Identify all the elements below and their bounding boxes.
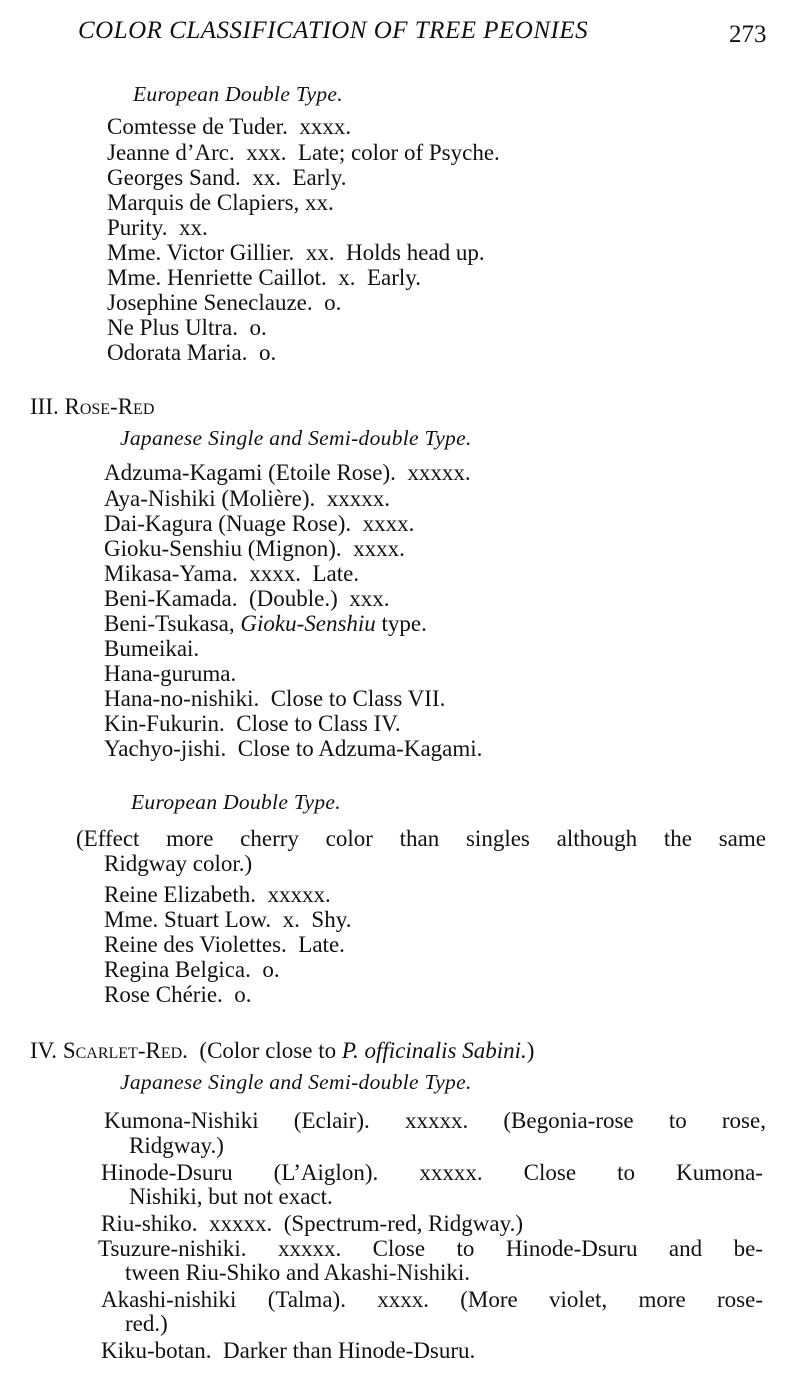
list-item: Beni-Kamada. (Double.) xxx. — [104, 586, 390, 611]
japanese-single-subhead: Japanese Single and Semi-double Type. — [120, 426, 472, 450]
japanese-single-subhead-2: Japanese Single and Semi-double Type. — [120, 1070, 472, 1094]
european-note-line-2: Ridgway color.) — [104, 851, 253, 876]
section-note-italic: P. officinalis Sabini. — [341, 1038, 527, 1063]
european-double-subhead: European Double Type. — [133, 82, 343, 106]
list-item: Josephine Seneclauze. o. — [107, 290, 342, 315]
list-item: Regina Belgica. o. — [104, 957, 280, 982]
list-item: Adzuma-Kagami (Etoile Rose). xxxxx. — [104, 460, 471, 485]
list-item: Hinode-Dsuru (L’Aiglon). xxxxx. Close to Kumona- — [101, 1160, 763, 1185]
section-iv-heading: IV. Scarlet-Red. (Color close to P. officinalis Sabini.) — [30, 1038, 535, 1063]
list-item: Reine Elizabeth. xxxxx. — [104, 882, 331, 907]
list-item: Mme. Stuart Low. x. Shy. — [104, 907, 352, 932]
list-item: Mme. Victor Gillier. xx. Holds head up. — [107, 240, 485, 265]
list-item: Reine des Violettes. Late. — [104, 932, 345, 957]
list-item: Georges Sand. xx. Early. — [107, 165, 347, 190]
section-title: Rose-Red — [64, 394, 155, 419]
european-note-line-1: (Effect more cherry color than singles although the same — [76, 826, 766, 851]
list-item: Odorata Maria. o. — [107, 340, 277, 365]
list-item: Ne Plus Ultra. o. — [107, 315, 267, 340]
list-item-continuation: red.) — [125, 1311, 168, 1336]
list-item: Comtesse de Tuder. xxxx. — [107, 114, 352, 139]
list-item-continuation: Ridgway.) — [129, 1133, 224, 1158]
list-item: Yachyo-jishi. Close to Adzuma-Kagami. — [104, 736, 483, 761]
list-item: Rose Chérie. o. — [104, 982, 252, 1007]
list-item: Hana-guruma. — [104, 661, 237, 686]
european-double-subhead-2: European Double Type. — [131, 790, 341, 814]
list-item: Hana-no-nishiki. Close to Class VII. — [104, 686, 446, 711]
list-item-continuation: Nishiki, but not exact. — [129, 1184, 333, 1209]
page-number: 273 — [729, 21, 767, 48]
list-item: Riu-shiko. xxxxx. (Spectrum-red, Ridgway.) — [101, 1211, 524, 1236]
list-item: Akashi-nishiki (Talma). xxxx. (More violet, more rose- — [101, 1287, 763, 1312]
section-numeral: III. — [30, 394, 59, 419]
list-item: Mme. Henriette Caillot. x. Early. — [107, 265, 422, 290]
list-item-continuation: tween Riu-Shiko and Akashi-Nishiki. — [125, 1260, 470, 1285]
list-item: Jeanne d’Arc. xxx. Late; color of Psyche. — [107, 140, 500, 165]
list-item: Mikasa-Yama. xxxx. Late. — [104, 561, 360, 586]
list-item: Gioku-Senshiu (Mignon). xxxx. — [104, 536, 405, 561]
list-item: Beni-Tsukasa, Gioku-Senshiu type. — [104, 611, 427, 636]
section-title: Scarlet-Red. — [62, 1038, 188, 1063]
list-item: Bumeikai. — [104, 636, 200, 661]
section-iii-heading — [30, 394, 154, 420]
list-item: Kiku-botan. Darker than Hinode-Dsuru. — [101, 1338, 476, 1363]
section-numeral: IV. — [30, 1038, 58, 1063]
running-head-title: COLOR CLASSIFICATION OF TREE PEONIES — [78, 17, 589, 44]
list-item: Tsuzure-nishiki. xxxxx. Close to Hinode-Dsuru and be- — [98, 1236, 763, 1261]
list-item: Marquis de Clapiers, xx. — [107, 190, 334, 215]
list-item: Dai-Kagura (Nuage Rose). xxxx. — [104, 511, 415, 536]
list-item: Kumona-Nishiki (Eclair). xxxxx. (Begonia-rose to rose, — [104, 1108, 766, 1133]
list-item: Purity. xx. — [107, 215, 208, 240]
list-item: Aya-Nishiki (Molière). xxxxx. — [104, 486, 390, 511]
list-item: Kin-Fukurin. Close to Class IV. — [104, 711, 401, 736]
